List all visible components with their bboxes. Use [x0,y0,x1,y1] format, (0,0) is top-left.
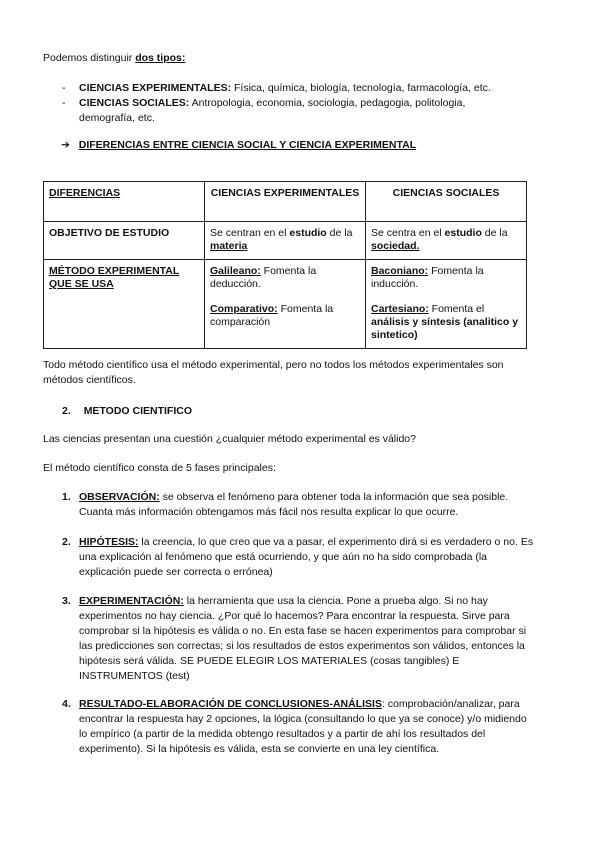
type-label: CIENCIAS SOCIALES: [79,97,190,109]
table-row-label: MÉTODO EXPERIMENTAL QUE SE USA [44,260,205,349]
type-label: CIENCIAS EXPERIMENTALES: [79,82,232,94]
question-paragraph: Las ciencias presentan una cuestión ¿cualquier método experimental es válido? [43,433,416,445]
table-header-cell: DIFERENCIAS [44,182,205,222]
document-page: Podemos distinguir dos tipos: - CIENCIAS EXPERIMENTALES: Física, química, biología, tecnología, farmacología, etc. - CIENCIAS SOCIALES: Antropologia, economia, sociologia, pedagogia, politologia, demografía, etc. ➔ DIFERENCIAS ENTRE CIENCIA SOCIAL Y CIENCIA EXPERIMENTAL DIFERENCIAS CIENCIAS EXPERIMENTALES CIENCIAS SOCIALES OBJETIVO DE ESTUDIO Se centran en el estudio de la materia Se centra en el estudio de la sociedad. MÉTODO EXPERIMENTAL QUE SE USA Galileano: Fomenta la deducción. Comparativo: Fomenta la comparación Baconiano: Fomenta la inducción. Cartesiano: Fomenta el análisis y síntesis (analitico y sintetico) Todo método científico usa el método experimental, pero no todos los métodos experimentales son métodos científicos. 2. METODO CIENTIFICO Las ciencias presentan una cuestión ¿cualquier método experimental es válido? El método científico consta de 5 fases principales: 1. OBSERVACIÓN: se observa el fenómeno para obtener toda la información que sea posible. Cuanta más información obtengamos más fácil nos resulta explicar lo que ocurre. 2. HIPÓTESIS: la creencia, lo que creo que va a pasar, el experimento dirá si es verdadero o no. Es una explicación al fenómeno que está ocurriendo, y que aún no ha sido comprobada (la explicación puede ser correcta o errónea) 3. EXPERIMENTACIÓN: la herramienta que usa la ciencia. Pone a prueba algo. Si no hay experimentos no hay ciencia. ¿Por qué lo hacemos? Para encontrar la respuesta. Sirve para comprobar si la hipótesis es válida o no. En esta fase se hacen experimentos para comprobar si las predicciones son correctas; si los resultados de estos experimentos son válidos, entonces la hipótesis será válida. SE PUEDE ELEGIR LOS MATERIALES (cosas tangibles) E INSTRUMENTOS (test) 4. RESULTADO-ELABORACIÓN DE CONCLUSIONES-ANÁLISIS: comprobación/analizar, para encontrar la respuesta hay 2 opciones, la lógica (consultando lo que ya se conoce) y/o midiendo lo empírico (a partir de la medida obtengo resultados y a partir de ahí los resultados del experimento). Si la hipótesis es válida, esta se convierte en una ley científica. [0,0,600,848]
table-row [44,260,527,349]
arrow-heading-text: DIFERENCIAS ENTRE CIENCIA SOCIAL Y CIENCIA EXPERIMENTAL [78,139,417,151]
table-row-label: OBJETIVO DE ESTUDIO [44,222,205,260]
table-cell: Baconiano: Fomenta la inducción. Cartesiano: Fomenta el análisis y síntesis (analitico y sintetico) [366,260,527,349]
differences-table [43,181,527,349]
table-header-cell: CIENCIAS SOCIALES [366,182,527,222]
note-paragraph: Todo método científico usa el método experimental, pero no todos los métodos experimentales son métodos científicos. [43,359,504,386]
list-dash: - [62,82,66,94]
table-header-row [44,182,527,222]
table-cell: Se centra en el estudio de la sociedad. [366,222,527,260]
intro-strong: dos tipos: [135,52,186,64]
arrow-heading [61,138,416,153]
table-cell: Se centran en el estudio de la materia [205,222,366,260]
arrow-icon: ➔ [61,139,70,151]
type-text: Física, química, biología, tecnología, farmacología, etc. [231,82,491,94]
table-header-cell: CIENCIAS EXPERIMENTALES [205,182,366,222]
intro-line [43,51,185,66]
section-heading: 2. METODO CIENTIFICO [62,405,192,417]
list-dash: - [62,97,66,109]
intro-prefix: Podemos distinguir [43,52,136,64]
phases-intro: El método científico consta de 5 fases principales: [43,462,276,474]
table-row [44,222,527,260]
table-cell: Galileano: Fomenta la deducción. Comparativo: Fomenta la comparación [205,260,366,349]
type-text: Antropologia, economia, sociologia, pedagogia, politologia, demografía, etc. [79,97,466,124]
